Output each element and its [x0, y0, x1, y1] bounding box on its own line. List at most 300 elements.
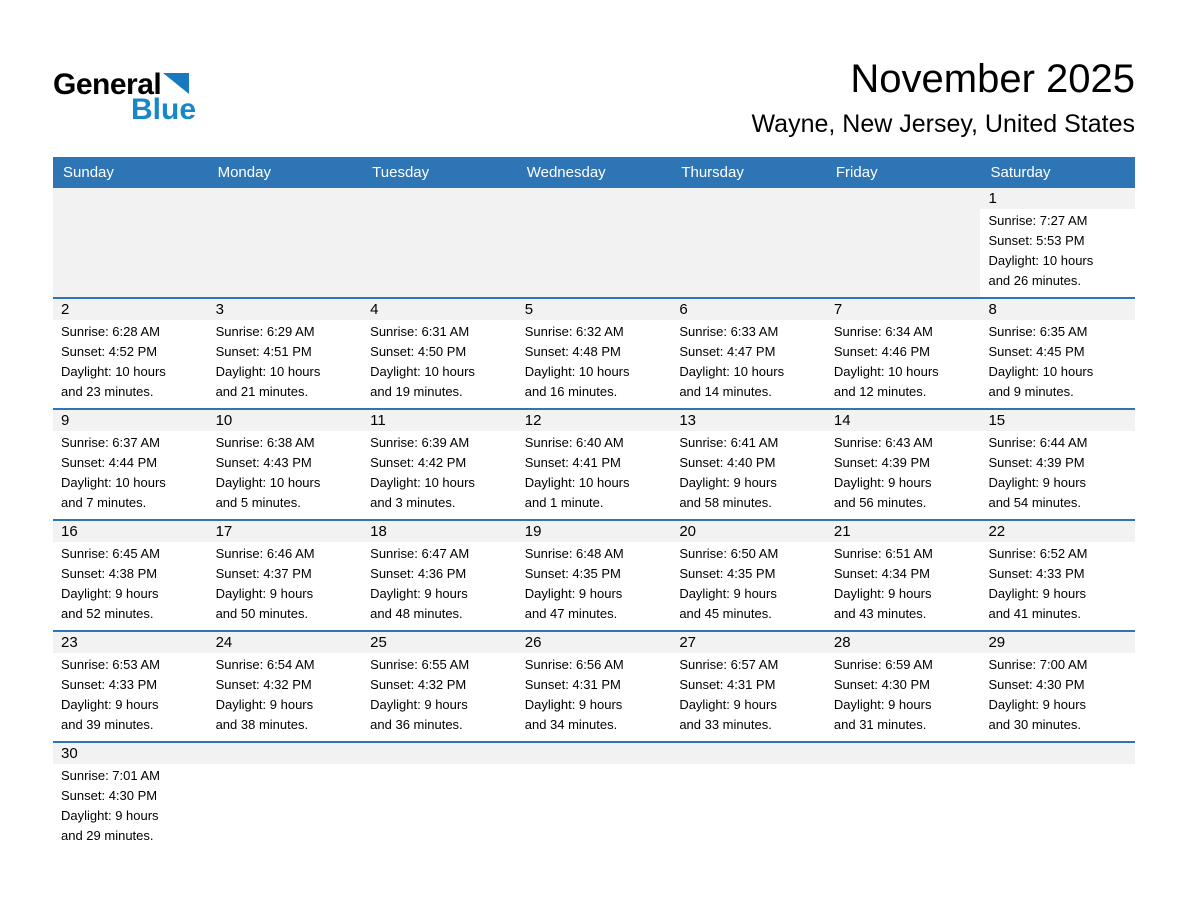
daylight-minutes-text: and 38 minutes.: [215, 717, 309, 732]
sunset-text: Sunset: 4:48 PM: [524, 344, 621, 359]
empty-day-cell: [362, 188, 517, 297]
day-number-strip: [980, 521, 1135, 542]
sunrise-text: Sunrise: 7:00 AM: [988, 657, 1088, 672]
sunrise-text: Sunrise: 6:55 AM: [370, 657, 470, 672]
sunrise-text: Sunrise: 6:35 AM: [988, 324, 1088, 339]
day-number-strip: [53, 743, 208, 764]
sunrise-text: Sunrise: 6:59 AM: [833, 657, 933, 672]
day-number-strip: [671, 410, 826, 431]
sunrise-text: Sunrise: 6:33 AM: [679, 324, 779, 339]
sunrise-text: Sunrise: 7:01 AM: [61, 768, 160, 783]
day-cell-body: [826, 653, 981, 741]
logo-text-blue: Blue: [131, 93, 197, 126]
sunset-text: Sunset: 4:30 PM: [988, 677, 1085, 692]
sunrise-text: Sunrise: 6:32 AM: [524, 324, 624, 339]
week-row: [53, 741, 1135, 852]
general-blue-logo: [53, 70, 196, 124]
daylight-hours-text: Daylight: 9 hours: [370, 586, 468, 601]
logo-triangle-icon: [163, 73, 189, 94]
day-cell-body: [208, 320, 363, 408]
empty-number-strip: [671, 188, 826, 209]
empty-cell-body: [826, 209, 981, 297]
day-cell-body: [53, 542, 208, 630]
daylight-hours-text: Daylight: 10 hours: [61, 364, 166, 379]
daylight-minutes-text: and 9 minutes.: [988, 384, 1074, 399]
day-cell-body: [362, 653, 517, 741]
daylight-minutes-text: and 31 minutes.: [833, 717, 927, 732]
day-cell-22: [980, 521, 1135, 630]
day-cell-16: [53, 521, 208, 630]
daylight-hours-text: Daylight: 9 hours: [370, 697, 468, 712]
sunset-text: Sunset: 4:33 PM: [988, 566, 1085, 581]
day-cell-3: [208, 299, 363, 408]
empty-day-cell: [208, 188, 363, 297]
day-number-strip: [980, 299, 1135, 320]
daylight-hours-text: Daylight: 9 hours: [215, 697, 314, 712]
day-number-strip: [826, 743, 981, 764]
day-number: 26: [524, 634, 542, 651]
day-number-strip: [53, 299, 208, 320]
day-number-strip: [208, 521, 363, 542]
day-cell-28: [826, 632, 981, 741]
day-cell-body: [826, 431, 981, 519]
padding-day-cell: [826, 743, 981, 852]
day-number-strip: [517, 743, 672, 764]
day-number-strip: [517, 632, 672, 653]
day-number-strip: [362, 743, 517, 764]
weekday-thursday: Thursday: [681, 164, 744, 181]
sunset-text: Sunset: 4:44 PM: [61, 455, 158, 470]
daylight-minutes-text: and 54 minutes.: [988, 495, 1081, 510]
daylight-minutes-text: and 47 minutes.: [524, 606, 618, 621]
day-number-strip: [53, 632, 208, 653]
sunrise-text: Sunrise: 6:29 AM: [215, 324, 315, 339]
sunset-text: Sunset: 4:39 PM: [988, 455, 1085, 470]
padding-day-cell: [980, 743, 1135, 852]
day-number-strip: [826, 299, 981, 320]
daylight-minutes-text: and 56 minutes.: [833, 495, 927, 510]
sunrise-text: Sunrise: 7:27 AM: [988, 213, 1088, 228]
sunset-text: Sunset: 4:35 PM: [524, 566, 621, 581]
page-header: [53, 0, 1135, 157]
week-row: [53, 297, 1135, 408]
daylight-hours-text: Daylight: 9 hours: [988, 697, 1087, 712]
day-cell-5: [517, 299, 672, 408]
day-number: 7: [833, 301, 843, 318]
daylight-hours-text: Daylight: 9 hours: [679, 697, 777, 712]
day-cell-6: [671, 299, 826, 408]
day-cell-body: [671, 542, 826, 630]
sunset-text: Sunset: 4:36 PM: [370, 566, 467, 581]
week-row: [53, 188, 1135, 297]
daylight-minutes-text: and 58 minutes.: [679, 495, 772, 510]
daylight-hours-text: Daylight: 9 hours: [679, 475, 777, 490]
day-cell-19: [517, 521, 672, 630]
padding-day-cell: [671, 743, 826, 852]
sunset-text: Sunset: 4:37 PM: [215, 566, 312, 581]
daylight-minutes-text: and 43 minutes.: [833, 606, 927, 621]
daylight-minutes-text: and 12 minutes.: [833, 384, 927, 399]
day-cell-4: [362, 299, 517, 408]
daylight-minutes-text: and 19 minutes.: [370, 384, 463, 399]
sunrise-text: Sunrise: 6:51 AM: [833, 546, 933, 561]
sunrise-text: Sunrise: 6:28 AM: [61, 324, 160, 339]
sunset-text: Sunset: 4:46 PM: [833, 344, 931, 359]
day-number: 24: [215, 634, 233, 651]
sunset-text: Sunset: 4:38 PM: [61, 566, 158, 581]
calendar-grid: [53, 188, 1135, 852]
day-number: 3: [215, 301, 224, 318]
day-cell-25: [362, 632, 517, 741]
day-number-strip: [980, 410, 1135, 431]
day-number: 29: [988, 634, 1006, 651]
day-cell-7: [826, 299, 981, 408]
day-cell-30: [53, 743, 208, 852]
daylight-hours-text: Daylight: 9 hours: [833, 586, 932, 601]
daylight-hours-text: Daylight: 9 hours: [679, 586, 777, 601]
empty-number-strip: [362, 188, 517, 209]
title-block: [752, 57, 1135, 138]
day-number: 5: [524, 301, 534, 318]
weekday-tuesday: Tuesday: [372, 164, 430, 181]
sunset-text: Sunset: 4:32 PM: [370, 677, 467, 692]
day-cell-body: [53, 431, 208, 519]
sunset-text: Sunset: 4:45 PM: [988, 344, 1085, 359]
daylight-hours-text: Daylight: 10 hours: [679, 364, 785, 379]
daylight-hours-text: Daylight: 9 hours: [988, 586, 1087, 601]
daylight-hours-text: Daylight: 10 hours: [524, 475, 630, 490]
day-number-strip: [53, 410, 208, 431]
day-number: 19: [524, 523, 542, 540]
week-row: [53, 408, 1135, 519]
day-cell-8: [980, 299, 1135, 408]
logo-text-general: General: [53, 68, 162, 101]
day-cell-body: [208, 653, 363, 741]
day-number: 17: [215, 523, 233, 540]
daylight-minutes-text: and 26 minutes.: [988, 273, 1081, 288]
padding-day-cell: [362, 743, 517, 852]
sunrise-text: Sunrise: 6:39 AM: [370, 435, 470, 450]
day-cell-12: [517, 410, 672, 519]
daylight-hours-text: Daylight: 9 hours: [524, 586, 623, 601]
day-number-strip: [517, 299, 672, 320]
sunset-text: Sunset: 4:47 PM: [679, 344, 776, 359]
daylight-minutes-text: and 5 minutes.: [215, 495, 301, 510]
sunset-text: Sunset: 4:31 PM: [524, 677, 621, 692]
day-cell-body: [517, 653, 672, 741]
sunrise-text: Sunrise: 6:53 AM: [61, 657, 160, 672]
week-row: [53, 519, 1135, 630]
day-number-strip: [208, 743, 363, 764]
day-number-strip: [671, 521, 826, 542]
daylight-minutes-text: and 7 minutes.: [61, 495, 147, 510]
day-cell-13: [671, 410, 826, 519]
day-number: 9: [61, 412, 70, 429]
page-title: November 2025: [850, 57, 1135, 101]
weekday-saturday: Saturday: [990, 164, 1051, 181]
daylight-hours-text: Daylight: 10 hours: [370, 364, 475, 379]
day-cell-21: [826, 521, 981, 630]
day-cell-body: [517, 764, 672, 852]
daylight-minutes-text: and 14 minutes.: [679, 384, 772, 399]
day-cell-body: [826, 320, 981, 408]
day-cell-15: [980, 410, 1135, 519]
day-cell-body: [671, 653, 826, 741]
day-number: 18: [370, 523, 387, 540]
day-number: 10: [215, 412, 233, 429]
day-cell-20: [671, 521, 826, 630]
sunset-text: Sunset: 4:40 PM: [679, 455, 776, 470]
sunrise-text: Sunrise: 6:47 AM: [370, 546, 470, 561]
sunrise-text: Sunrise: 6:31 AM: [370, 324, 470, 339]
day-cell-17: [208, 521, 363, 630]
day-cell-body: [826, 542, 981, 630]
day-number-strip: [517, 521, 672, 542]
sunrise-text: Sunrise: 6:56 AM: [524, 657, 624, 672]
day-number-strip: [208, 299, 363, 320]
page-subtitle: Wayne, New Jersey, United States: [751, 110, 1135, 138]
day-number-strip: [517, 410, 672, 431]
day-cell-body: [980, 764, 1135, 852]
daylight-minutes-text: and 52 minutes.: [61, 606, 154, 621]
day-number-strip: [362, 299, 517, 320]
day-cell-10: [208, 410, 363, 519]
day-number: 20: [679, 523, 696, 540]
sunrise-text: Sunrise: 6:45 AM: [61, 546, 160, 561]
day-number: 12: [524, 412, 542, 429]
empty-number-strip: [208, 188, 363, 209]
daylight-hours-text: Daylight: 10 hours: [215, 364, 321, 379]
day-cell-body: [208, 764, 363, 852]
empty-number-strip: [826, 188, 981, 209]
empty-number-strip: [517, 188, 672, 209]
day-number: 2: [61, 301, 70, 318]
day-number-strip: [826, 410, 981, 431]
sunset-text: Sunset: 4:33 PM: [61, 677, 158, 692]
day-number: 28: [833, 634, 851, 651]
daylight-minutes-text: and 16 minutes.: [524, 384, 618, 399]
daylight-minutes-text: and 34 minutes.: [524, 717, 618, 732]
daylight-hours-text: Daylight: 10 hours: [988, 364, 1094, 379]
empty-cell-body: [671, 209, 826, 297]
empty-day-cell: [517, 188, 672, 297]
day-cell-26: [517, 632, 672, 741]
sunset-text: Sunset: 4:30 PM: [61, 788, 158, 803]
day-cell-body: [980, 431, 1135, 519]
daylight-hours-text: Daylight: 10 hours: [833, 364, 939, 379]
day-number-strip: [671, 632, 826, 653]
daylight-minutes-text: and 3 minutes.: [370, 495, 456, 510]
day-number: 27: [679, 634, 696, 651]
sunrise-text: Sunrise: 6:54 AM: [215, 657, 315, 672]
day-cell-body: [517, 320, 672, 408]
day-number: 4: [370, 301, 379, 318]
day-cell-11: [362, 410, 517, 519]
sunset-text: Sunset: 4:51 PM: [215, 344, 312, 359]
daylight-hours-text: Daylight: 9 hours: [833, 475, 932, 490]
day-number-strip: [671, 299, 826, 320]
day-cell-body: [671, 764, 826, 852]
sunrise-text: Sunrise: 6:48 AM: [524, 546, 624, 561]
day-number-strip: [362, 521, 517, 542]
sunrise-text: Sunrise: 6:50 AM: [679, 546, 779, 561]
sunrise-text: Sunrise: 6:38 AM: [215, 435, 315, 450]
day-number: 6: [679, 301, 688, 318]
day-cell-24: [208, 632, 363, 741]
day-cell-body: [826, 764, 981, 852]
day-number-strip: [826, 632, 981, 653]
day-cell-14: [826, 410, 981, 519]
empty-day-cell: [53, 188, 208, 297]
day-cell-body: [517, 542, 672, 630]
day-cell-body: [671, 320, 826, 408]
day-cell-body: [362, 320, 517, 408]
day-number: 22: [988, 523, 1006, 540]
daylight-minutes-text: and 39 minutes.: [61, 717, 154, 732]
day-number-strip: [980, 188, 1135, 209]
day-cell-2: [53, 299, 208, 408]
sunset-text: Sunset: 4:42 PM: [370, 455, 467, 470]
daylight-hours-text: Daylight: 10 hours: [988, 253, 1094, 268]
sunset-text: Sunset: 4:39 PM: [833, 455, 931, 470]
day-cell-body: [362, 764, 517, 852]
day-cell-body: [362, 542, 517, 630]
daylight-hours-text: Daylight: 10 hours: [524, 364, 630, 379]
sunrise-text: Sunrise: 6:52 AM: [988, 546, 1088, 561]
day-number: 13: [679, 412, 696, 429]
day-number-strip: [362, 632, 517, 653]
day-number: 30: [61, 745, 78, 762]
calendar-page: [53, 0, 1135, 852]
day-cell-body: [671, 431, 826, 519]
sunrise-text: Sunrise: 6:40 AM: [524, 435, 624, 450]
day-cell-body: [980, 320, 1135, 408]
daylight-minutes-text: and 36 minutes.: [370, 717, 463, 732]
empty-day-cell: [826, 188, 981, 297]
day-number: 23: [61, 634, 78, 651]
day-cell-27: [671, 632, 826, 741]
weekday-friday: Friday: [835, 164, 878, 181]
sunrise-text: Sunrise: 6:41 AM: [679, 435, 779, 450]
empty-cell-body: [362, 209, 517, 297]
day-number-strip: [826, 521, 981, 542]
day-number-strip: [980, 632, 1135, 653]
empty-number-strip: [53, 188, 208, 209]
padding-day-cell: [517, 743, 672, 852]
daylight-hours-text: Daylight: 9 hours: [61, 808, 159, 823]
empty-day-cell: [671, 188, 826, 297]
daylight-minutes-text: and 30 minutes.: [988, 717, 1081, 732]
sunset-text: Sunset: 5:53 PM: [988, 233, 1085, 248]
daylight-hours-text: Daylight: 10 hours: [370, 475, 475, 490]
daylight-minutes-text: and 23 minutes.: [61, 384, 154, 399]
day-number-strip: [53, 521, 208, 542]
empty-cell-body: [517, 209, 672, 297]
daylight-minutes-text: and 21 minutes.: [215, 384, 309, 399]
day-cell-body: [980, 542, 1135, 630]
sunrise-text: Sunrise: 6:34 AM: [833, 324, 933, 339]
empty-cell-body: [208, 209, 363, 297]
daylight-minutes-text: and 48 minutes.: [370, 606, 463, 621]
day-number-strip: [671, 743, 826, 764]
day-number: 25: [370, 634, 387, 651]
sunrise-text: Sunrise: 6:57 AM: [679, 657, 779, 672]
daylight-hours-text: Daylight: 9 hours: [61, 586, 159, 601]
weekday-sunday: Sunday: [63, 164, 114, 181]
day-cell-1: [980, 188, 1135, 297]
day-cell-body: [53, 764, 208, 852]
day-cell-body: [362, 431, 517, 519]
sunset-text: Sunset: 4:34 PM: [833, 566, 931, 581]
daylight-hours-text: Daylight: 9 hours: [524, 697, 623, 712]
sunset-text: Sunset: 4:35 PM: [679, 566, 776, 581]
day-number: 8: [988, 301, 997, 318]
daylight-hours-text: Daylight: 9 hours: [988, 475, 1087, 490]
day-cell-body: [517, 431, 672, 519]
day-cell-23: [53, 632, 208, 741]
daylight-hours-text: Daylight: 9 hours: [215, 586, 314, 601]
day-cell-9: [53, 410, 208, 519]
weekday-header-row: [53, 157, 1135, 188]
daylight-minutes-text: and 50 minutes.: [215, 606, 309, 621]
sunset-text: Sunset: 4:50 PM: [370, 344, 467, 359]
day-number: 11: [370, 412, 386, 429]
sunset-text: Sunset: 4:41 PM: [524, 455, 621, 470]
daylight-minutes-text: and 41 minutes.: [988, 606, 1081, 621]
daylight-minutes-text: and 33 minutes.: [679, 717, 772, 732]
daylight-minutes-text: and 45 minutes.: [679, 606, 772, 621]
day-cell-body: [208, 542, 363, 630]
sunset-text: Sunset: 4:30 PM: [833, 677, 931, 692]
sunrise-text: Sunrise: 6:44 AM: [988, 435, 1088, 450]
daylight-hours-text: Daylight: 9 hours: [833, 697, 932, 712]
daylight-minutes-text: and 29 minutes.: [61, 828, 154, 843]
day-number-strip: [362, 410, 517, 431]
daylight-hours-text: Daylight: 10 hours: [61, 475, 166, 490]
day-cell-body: [980, 653, 1135, 741]
day-number: 16: [61, 523, 78, 540]
day-cell-body: [208, 431, 363, 519]
daylight-minutes-text: and 1 minute.: [524, 495, 604, 510]
day-cell-18: [362, 521, 517, 630]
day-number: 15: [988, 412, 1006, 429]
sunset-text: Sunset: 4:52 PM: [61, 344, 158, 359]
daylight-hours-text: Daylight: 9 hours: [61, 697, 159, 712]
weekday-monday: Monday: [217, 164, 271, 181]
day-cell-body: [53, 653, 208, 741]
day-number-strip: [208, 410, 363, 431]
sunrise-text: Sunrise: 6:43 AM: [833, 435, 933, 450]
day-cell-body: [980, 209, 1135, 297]
sunrise-text: Sunrise: 6:46 AM: [215, 546, 315, 561]
day-cell-29: [980, 632, 1135, 741]
sunset-text: Sunset: 4:32 PM: [215, 677, 312, 692]
sunrise-text: Sunrise: 6:37 AM: [61, 435, 160, 450]
day-cell-body: [53, 320, 208, 408]
day-number: 14: [833, 412, 851, 429]
padding-day-cell: [208, 743, 363, 852]
daylight-hours-text: Daylight: 10 hours: [215, 475, 321, 490]
empty-cell-body: [53, 209, 208, 297]
weekday-wednesday: Wednesday: [526, 164, 606, 181]
sunset-text: Sunset: 4:43 PM: [215, 455, 312, 470]
day-number-strip: [208, 632, 363, 653]
day-number-strip: [980, 743, 1135, 764]
day-number: 1: [988, 190, 997, 207]
day-number: 21: [833, 523, 851, 540]
week-row: [53, 630, 1135, 741]
sunset-text: Sunset: 4:31 PM: [679, 677, 776, 692]
